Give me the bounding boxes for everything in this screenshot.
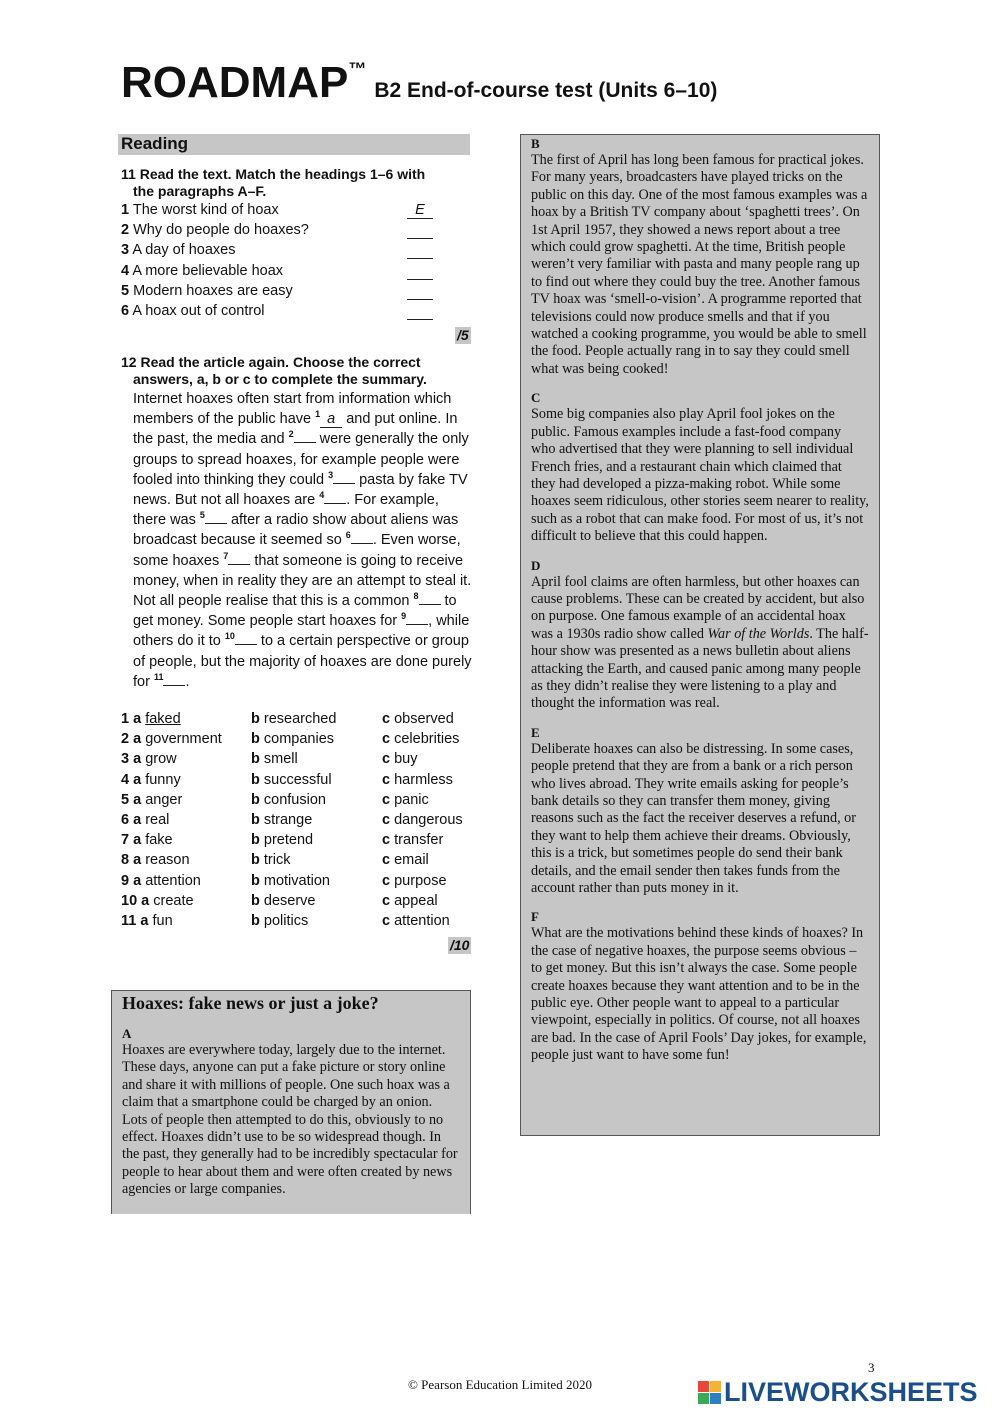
gap-7[interactable] [228,564,250,565]
paragraph-letter-b: B [531,136,540,151]
option-a[interactable]: 9 a attention [121,872,201,889]
gap-9[interactable] [406,624,428,625]
paragraph-c-text: Some big companies also play April fool jokes on the public. Famous examples include a fast-food company who advertised that they were planning to sell individual French fries, and a restaurant chain which claimed that they had developed a pizza-making robot. While some hoaxes seem ridiculous, other stories seem nearer to reality, such as a robot that can make food. For most of us, it’s not difficult to believe that this could happen. [531,406,869,545]
option-b[interactable]: b motivation [251,872,330,889]
heading-number: 3 [121,242,130,259]
option-c[interactable]: c harmless [382,771,453,788]
option-b[interactable]: b smell [251,751,298,768]
option-row [121,711,471,731]
task12-instruction-line2: answers, a, b or c to complete the summary. [133,371,427,387]
section-title: Reading [121,134,189,153]
task12-instruction-line1: Read the article again. Choose the correct [140,354,421,370]
heading-number: 4 [121,262,130,279]
answer-blank[interactable] [407,263,433,280]
test-subtitle: B2 End-of-course test (Units 6–10) [374,79,718,102]
option-a[interactable]: 3 a grow [121,751,177,768]
heading-number: 1 [121,202,130,218]
task11-number: 11 [121,166,136,182]
task11-instruction-line1: Read the text. Match the headings 1–6 with [139,166,426,182]
option-row [121,772,471,792]
paragraph-d-text: April fool claims are often harmless, but other hoaxes can cause problems. These can be created by accident, but also on purpose. One famous example of an accidental hoax was a 1930s radio show called War of the Worlds. The half-hour show was presented as a news bulletin about aliens attacking the Earth, and caused panic among many people as they didn’t realise they were listening to a play and thought the information was real. [531,573,869,712]
heading-text: A hoax out of control [132,303,265,319]
radio-show-title: War of the Worlds [707,625,810,642]
heading-number: 5 [121,282,130,299]
heading-item [121,222,466,242]
gap-3[interactable] [333,483,355,484]
option-c[interactable]: c buy [382,751,418,768]
option-row [121,812,471,832]
heading-item [121,263,466,283]
option-c[interactable]: c attention [382,912,450,929]
task11-score: /5 [457,327,469,343]
article-box-right [520,134,880,1136]
answer-blank[interactable] [407,222,433,239]
option-row [121,873,471,893]
option-a[interactable]: 7 a fake [121,832,173,849]
trademark-symbol: ™ [348,59,367,79]
option-c[interactable]: c observed [382,711,454,727]
article-title: Hoaxes: fake news or just a joke? [122,993,379,1013]
option-a[interactable]: 6 a real [121,811,170,828]
option-row [121,852,471,872]
option-a[interactable]: 10 a create [121,892,194,909]
option-a[interactable]: 1 a faked [121,711,181,727]
gap-1[interactable]: a [320,412,342,428]
heading-item [121,242,466,262]
task12-number: 12 [121,354,137,370]
answer-blank[interactable] [407,283,433,300]
option-a[interactable]: 4 a funny [121,771,181,788]
paragraph-b-text: The first of April has long been famous for practical jokes. For many years, broadcasters have played tricks on the public on this day. One of the most famous examples was a hoax by a British TV company about ‘spaghetti trees’. On 1st April 1957, they showed a news report about a tree which could grow spaghetti. At the time, British people weren’t very familiar with pasta and many people rang up to find out where they could buy the tree. Another famous TV hoax was ‘smell-o-vision’. A programme reported that televisions could now produce smells and that if you watched a cooking programme, you would be able to smell the food. People actually rang in to say they could smell what was being cooked! [531,152,868,377]
heading-number: 2 [121,222,130,239]
reading-section-bar [118,134,470,155]
heading-text: The worst kind of hoax [132,202,279,218]
paragraph-a-text: Hoaxes are everywhere today, largely due to the internet. These days, anyone can put a fake picture or story online and share it with millions of people. One such hoax was a claim that a smartphone could be charged by an onion. Lots of people then attempted to do this, obviously to no effect. Hoaxes didn’t use to be so widespread though. In the past, they generally had to be incredibly spectacular for people to hear about them and were often created by news agencies or large companies. [122,1042,458,1198]
paragraph-letter-c: C [531,390,541,406]
heading-item [121,202,466,222]
gap-8[interactable] [419,604,441,605]
option-row [121,832,471,852]
task11-instruction [121,166,466,200]
answer-blank[interactable] [407,242,433,259]
option-b[interactable]: b deserve [251,892,316,909]
logo-squares-icon [698,1381,721,1404]
page-number: 3 [868,1360,875,1375]
task12-options [121,711,471,933]
heading-text: A day of hoaxes [132,242,236,259]
option-b[interactable]: b successful [251,771,332,788]
gap-4[interactable] [324,503,346,504]
task11-instruction-line2: the paragraphs A–F. [133,183,267,199]
brand-title: ROADMAP [121,58,349,107]
gap-10[interactable] [235,644,257,645]
gap-11[interactable] [163,685,185,686]
article-box-left [111,990,471,1214]
task12-instruction [121,354,466,388]
liveworksheets-logo [698,1376,978,1407]
option-c[interactable]: c purpose [382,872,447,889]
gap-2[interactable] [294,442,316,443]
option-b[interactable]: b pretend [251,832,314,849]
heading-text: A more believable hoax [132,262,284,279]
answer-blank[interactable]: E [407,202,433,219]
option-c[interactable]: c email [382,852,429,869]
heading-number: 6 [121,303,130,319]
paragraph-letter-f: F [531,909,539,925]
option-row [121,751,471,771]
option-a[interactable]: 11 a fun [121,912,173,929]
option-a[interactable]: 8 a reason [121,852,190,869]
option-b[interactable]: b confusion [251,791,326,808]
page-header [121,58,717,108]
option-row [121,913,471,933]
option-a[interactable]: 5 a anger [121,791,183,808]
heading-item [121,303,466,323]
heading-text: Modern hoaxes are easy [133,282,293,299]
option-a[interactable]: 2 a government [121,731,222,748]
option-b[interactable]: b trick [251,852,291,869]
option-c[interactable]: c appeal [382,892,438,909]
gap-6[interactable] [351,543,373,544]
task12-summary: Internet hoaxes often start from information which members of the public have $^1$ a and put online. In the past, the media and $^2$ were generally the only groups to spread hoaxes, for example people were fooled into thinking they could $^3$ pasta by fake TV news. But not all hoaxes are $^4$ . For example, there was $^5$ after a radio show about aliens was broadcast because it seemed so $^6$ . Even worse, some hoaxes $^7$ that someone is going to receive money, when in reality they are an attempt to steal it. Not all people realise that this is a common $^8$ to get money. Some people start hoaxes for $^9$ , while others do it to $^{10}$ to a certain perspective or group of people, but the majority of hoaxes are done purely for $^{11}$ . [133,391,472,690]
task12-score: /10 [450,937,470,953]
option-c[interactable]: c panic [382,791,429,808]
option-c[interactable]: c celebrities [382,731,460,748]
option-row [121,731,471,751]
heading-text: Why do people do hoaxes? [133,222,309,239]
paragraph-letter-a: A [122,1026,132,1041]
gap-5[interactable] [205,523,227,524]
paragraph-letter-e: E [531,724,540,740]
paragraph-f-text: What are the motivations behind these kinds of hoaxes? In the case of negative hoaxes, the purpose seems obvious – to get money. But this isn’t always the case. Some people create hoaxes because they want attention and to be in the public eye. Other people want to appeal to a particular viewpoint, especially in politics. Of course, not all hoaxes are bad. In the case of April Fools’ Day jokes, for example, people just want to have some fun! [531,925,867,1064]
option-c[interactable]: c transfer [382,832,444,849]
answer-blank[interactable] [407,303,433,320]
paragraph-letter-d: D [531,557,541,573]
option-row [121,792,471,812]
option-b[interactable]: b researched [251,711,337,727]
copyright-notice: © Pearson Education Limited 2020 [408,1377,592,1392]
paragraph-e-text: Deliberate hoaxes can also be distressing. In some cases, people pretend that they are from a bank or a rich person who lives abroad. They write emails asking for people’s bank details so they can transfer them money, giving reasons such as the fact the receiver deserves a refund, or they want to help them achieve their dreams. Obviously, this is a trick, but sometimes people do send their bank details, and the email sender then takes funds from the account rather than puts money in it. [531,740,856,897]
option-b[interactable]: b strange [251,811,313,828]
option-row [121,893,471,913]
option-b[interactable]: b politics [251,912,309,929]
option-c[interactable]: c dangerous [382,811,463,828]
heading-item [121,283,466,303]
option-b[interactable]: b companies [251,731,335,748]
logo-text: LIVEWORKSHEETS [724,1376,978,1407]
